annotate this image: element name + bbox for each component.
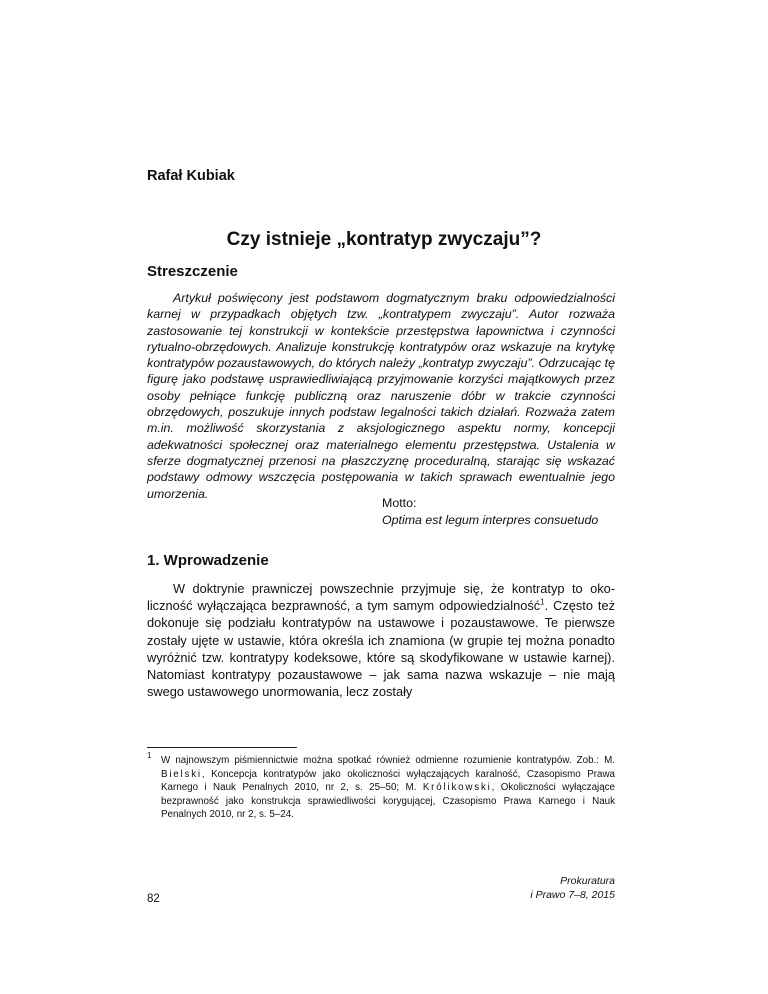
section-body [147,580,615,700]
footnote-author: Bielski [161,768,202,780]
body-text-b: . Często też dokonuje się podziału kontratypów na ustawowe i pozaustawowe. Te pierwsze zostały ujęte w ustawie, która określa ich znamiona (w grupie tej można ponadto wyróżnić tzw. kontratypy kodeksowe, które są skodyfikowane w ustawie karnej). Natomiast kontratypy pozaustawowe – jak sama nazwa wskazuje – nie mają swego ustawowego unormowania, lecz zostały [147,598,615,700]
footnote-author: Królikowski [422,782,492,793]
section-heading: 1. Wprowadzenie [147,552,269,569]
motto [382,495,598,529]
journal-issue: i Prawo 7–8, 2015 [530,888,615,901]
footnote-divider [147,747,297,748]
motto-quote: Optima est legum interpres consuetudo [382,513,599,527]
author-name: Rafał Kubiak [147,168,235,184]
footnote-part: , Koncepcja kontratypów jako okoliczności wyłączających karalność, Czasopismo Prawa Karnego i Nauk Penalnych 2010, nr 2, s. 25–50; M. [161,768,615,793]
footnote-number: 1 [147,751,152,760]
abstract-heading: Streszczenie [147,263,238,280]
journal-info [530,875,615,902]
footnote-part: W najnowszym piśmiennictwie można spotkać również odmienne rozumienie kontratypów. Zob.: M. [161,755,615,766]
footnote-part: , Okoliczności wyłączające bezprawność jako konstrukcja sprawiedliwości korygującej, Czasopismo Prawa Karnego i Nauk Penalnych 2010, nr 2, s. 5–24. [161,782,615,820]
body-text-a: W doktrynie prawniczej powszechnie przyjmuje się, że kontratyp to okoliczność wyłączająca bezprawność, a tym samym odpowiedzialność [147,581,615,614]
article-title: Czy istnieje „kontratyp zwyczaju”? [226,229,542,250]
abstract-text: Artykuł poświęcony jest podstawom dogmatycznym braku odpowiedzialności karnej w przypadkach objętych tzw. „kontratypem zwyczaju”. Autor rozważa zastosowanie tej konstrukcji w kontekście przestępstwa łapownictwa i czynności rytualno-obrzędowych. Analizuje konstrukcję kontratypów oraz wskazuje na krytykę kontratypów pozaustawowych, do których należy „kontratyp zwyczaju”. Odrzucając tę figurę jako podstawę usprawiedliwiającą przyjmowanie korzyści majątkowych przez osoby pełniące funkcję publiczną oraz naruszenie dóbr w trakcie czynności obrzędowych, poszukuje innych podstaw legalności takich działań. Rozważa zatem m.in. możliwość skorzystania z aksjologicznego aspektu normy, koncepcji adekwatności społecznej oraz materialnego elementu przestępstwa. Ustalenia w sferze dogmatycznej przenosi na płaszczyznę proceduralną, starając się wskazać podstawy odmowy wszczęcia postępowania w takich sprawach ewentualnie jego umorzenia. [147,291,615,501]
footnote-text [161,754,615,822]
footnote-reference[interactable]: 1 [540,597,545,607]
page-number: 82 [147,893,160,905]
journal-name: Prokuratura [560,875,615,887]
motto-label: Motto: [382,496,417,510]
